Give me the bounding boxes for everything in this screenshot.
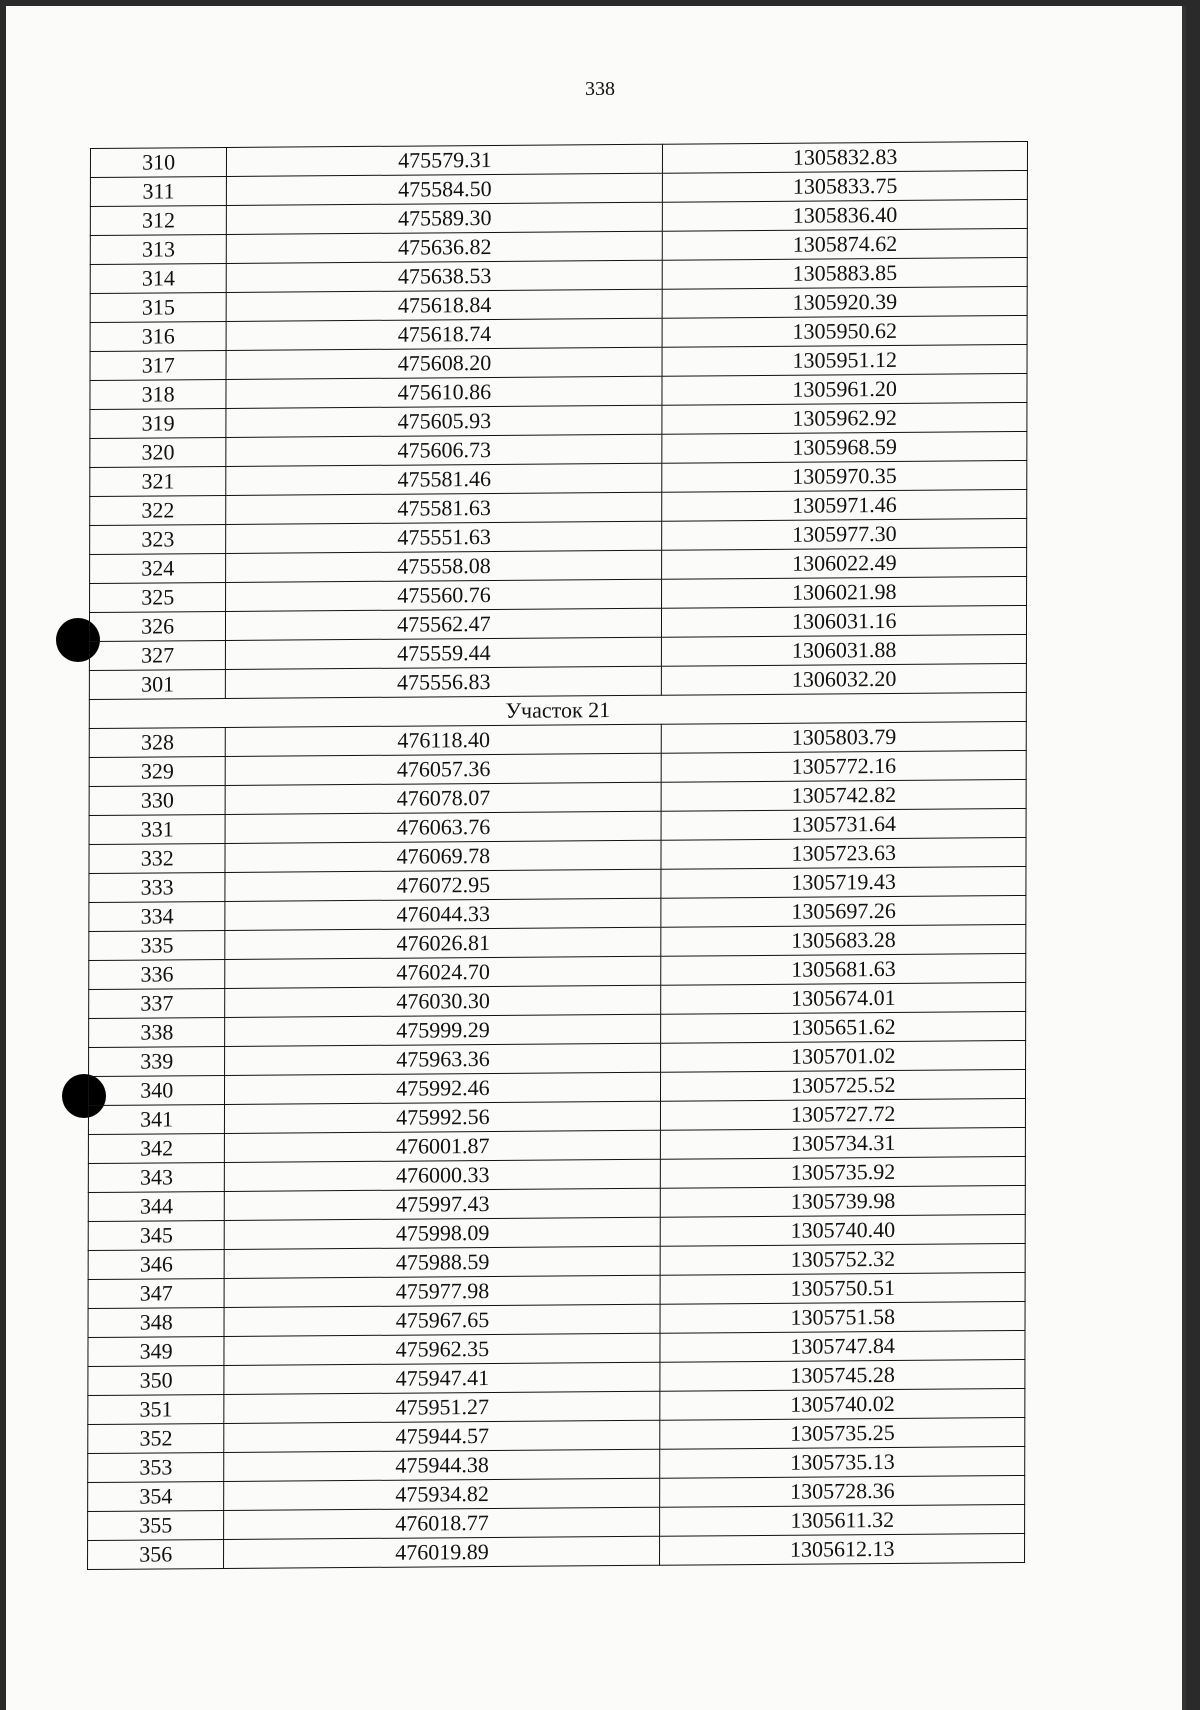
point-number: 315 (90, 292, 226, 322)
coordinate-x: 475977.98 (224, 1275, 660, 1307)
coordinate-x: 476001.87 (225, 1130, 661, 1162)
coordinate-y: 1305883.85 (663, 257, 1028, 289)
coordinate-y: 1305961.20 (662, 373, 1027, 405)
point-number: 356 (88, 1539, 224, 1569)
point-number: 348 (88, 1307, 224, 1337)
coordinate-x: 475618.74 (226, 318, 662, 350)
coordinate-y: 1306021.98 (662, 576, 1027, 608)
coordinate-x: 475944.57 (224, 1420, 660, 1452)
coordinate-x: 476000.33 (225, 1159, 661, 1191)
coordinate-x: 475556.83 (226, 666, 662, 698)
coordinate-x: 476030.30 (225, 985, 661, 1017)
section-2-rows (88, 721, 1027, 1569)
point-number: 323 (90, 524, 226, 554)
coordinate-y: 1305683.28 (661, 924, 1026, 956)
coordinate-y: 1305742.82 (662, 779, 1027, 811)
point-number: 336 (89, 959, 225, 989)
coordinate-y: 1305681.63 (661, 953, 1026, 985)
coordinate-y: 1305962.92 (662, 402, 1027, 434)
coordinate-y: 1306032.20 (662, 663, 1027, 695)
point-number: 317 (90, 350, 226, 380)
page-number: 338 (585, 78, 615, 100)
point-number: 353 (88, 1452, 224, 1482)
coordinate-y: 1305968.59 (662, 431, 1027, 463)
coordinate-y: 1305735.92 (661, 1156, 1026, 1188)
coordinate-y: 1305803.79 (662, 721, 1027, 753)
point-number: 331 (89, 814, 225, 844)
point-number: 314 (90, 263, 226, 293)
coordinate-y: 1306022.49 (662, 547, 1027, 579)
point-number: 320 (90, 437, 226, 467)
coordinate-x: 476044.33 (225, 898, 661, 930)
coordinate-x: 475636.82 (227, 231, 663, 263)
coordinate-y: 1305728.36 (660, 1475, 1025, 1507)
point-number: 310 (90, 147, 226, 177)
coordinate-x: 475998.09 (225, 1217, 661, 1249)
coordinate-x: 475951.27 (224, 1391, 660, 1423)
coordinate-y: 1305740.02 (660, 1388, 1025, 1420)
coordinate-x: 475562.47 (226, 608, 662, 640)
point-number: 350 (88, 1365, 224, 1395)
point-number: 352 (88, 1423, 224, 1453)
point-number: 354 (88, 1481, 224, 1511)
point-number: 347 (88, 1278, 224, 1308)
point-number: 332 (89, 843, 225, 873)
coordinate-y: 1305752.32 (661, 1243, 1026, 1275)
coordinate-x: 476118.40 (226, 724, 662, 756)
coordinate-x: 476019.89 (224, 1536, 660, 1568)
point-number: 340 (88, 1075, 224, 1105)
point-number: 355 (88, 1510, 224, 1540)
coordinate-y: 1305747.84 (660, 1330, 1025, 1362)
point-number: 313 (90, 234, 226, 264)
coordinate-x: 475560.76 (226, 579, 662, 611)
point-number: 337 (89, 988, 225, 1018)
coordinate-y: 1305735.13 (660, 1446, 1025, 1478)
point-number: 349 (88, 1336, 224, 1366)
point-number: 316 (90, 321, 226, 351)
point-number: 319 (90, 408, 226, 438)
coordinate-x: 475589.30 (227, 202, 663, 234)
coordinate-x: 475551.63 (226, 521, 662, 553)
coordinate-y: 1305971.46 (662, 489, 1027, 521)
coordinate-y: 1305701.02 (661, 1040, 1026, 1072)
coordinate-x: 475967.65 (224, 1304, 660, 1336)
coordinate-x: 475579.31 (227, 144, 663, 176)
point-number: 338 (89, 1017, 225, 1047)
coordinate-x: 475558.08 (226, 550, 662, 582)
coordinate-x: 476063.76 (225, 811, 661, 843)
coordinate-y: 1305719.43 (661, 866, 1026, 898)
coordinate-y: 1305723.63 (661, 837, 1026, 869)
point-number: 328 (89, 727, 225, 757)
coordinate-x: 475963.36 (225, 1043, 661, 1075)
coordinate-x: 475559.44 (226, 637, 662, 669)
coordinate-x: 475997.43 (225, 1188, 661, 1220)
point-number: 321 (90, 466, 226, 496)
coordinates-table (87, 141, 1028, 1570)
point-number: 334 (89, 901, 225, 931)
coordinate-y: 1305731.64 (661, 808, 1026, 840)
coordinate-x: 476069.78 (225, 840, 661, 872)
coordinate-y: 1305734.31 (661, 1127, 1026, 1159)
coordinate-y: 1305612.13 (660, 1533, 1025, 1565)
coordinate-x: 475992.56 (225, 1101, 661, 1133)
coordinate-x: 475934.82 (224, 1478, 660, 1510)
coordinate-y: 1305739.98 (661, 1185, 1026, 1217)
point-number: 343 (88, 1162, 224, 1192)
coordinate-y: 1305725.52 (661, 1069, 1026, 1101)
coordinate-x: 475944.38 (224, 1449, 660, 1481)
coordinate-x: 475618.84 (227, 289, 663, 321)
point-number: 344 (88, 1191, 224, 1221)
point-number: 346 (88, 1249, 224, 1279)
coordinate-x: 476057.36 (226, 753, 662, 785)
coordinate-x: 475610.86 (226, 376, 662, 408)
point-number: 325 (90, 582, 226, 612)
point-number: 330 (89, 785, 225, 815)
coordinate-y: 1305874.62 (663, 228, 1028, 260)
coordinate-x: 476024.70 (225, 956, 661, 988)
point-number: 329 (89, 756, 225, 786)
point-number: 333 (89, 872, 225, 902)
coordinate-x: 476026.81 (225, 927, 661, 959)
point-number: 324 (90, 553, 226, 583)
point-number: 327 (89, 640, 225, 670)
coordinate-x: 475947.41 (224, 1362, 660, 1394)
coordinate-y: 1305735.25 (660, 1417, 1025, 1449)
coordinate-y: 1305750.51 (661, 1272, 1026, 1304)
coordinate-y: 1305651.62 (661, 1011, 1026, 1043)
coordinate-x: 475988.59 (225, 1246, 661, 1278)
coordinate-y: 1305951.12 (662, 344, 1027, 376)
coordinate-x: 476078.07 (226, 782, 662, 814)
point-number: 322 (90, 495, 226, 525)
coordinate-y: 1305920.39 (663, 286, 1028, 318)
point-number: 335 (89, 930, 225, 960)
point-number: 301 (89, 669, 225, 699)
coordinate-y: 1305833.75 (663, 170, 1028, 202)
section-1-rows (89, 141, 1027, 699)
coordinate-x: 475606.73 (226, 434, 662, 466)
coordinate-x: 475999.29 (225, 1014, 661, 1046)
coordinate-y: 1305832.83 (663, 141, 1028, 173)
point-number: 326 (89, 611, 225, 641)
point-number: 341 (88, 1104, 224, 1134)
coordinate-y: 1306031.88 (662, 634, 1027, 666)
coordinate-y: 1305772.16 (662, 750, 1027, 782)
coordinate-y: 1305697.26 (661, 895, 1026, 927)
coordinate-y: 1305950.62 (663, 315, 1028, 347)
point-number: 311 (90, 176, 226, 206)
coordinate-x: 475605.93 (226, 405, 662, 437)
coordinate-x: 475962.35 (224, 1333, 660, 1365)
coordinate-x: 475992.46 (225, 1072, 661, 1104)
coordinate-y: 1305977.30 (662, 518, 1027, 550)
section-title: Участок 21 (89, 692, 1026, 728)
coordinate-y: 1305727.72 (661, 1098, 1026, 1130)
point-number: 318 (90, 379, 226, 409)
coordinate-y: 1305740.40 (661, 1214, 1026, 1246)
coordinate-y: 1305611.32 (660, 1504, 1025, 1536)
coordinate-x: 475584.50 (227, 173, 663, 205)
point-number: 312 (90, 205, 226, 235)
point-number: 339 (89, 1046, 225, 1076)
coordinate-x: 475608.20 (226, 347, 662, 379)
coordinate-y: 1305836.40 (663, 199, 1028, 231)
coordinate-y: 1305745.28 (660, 1359, 1025, 1391)
coordinate-y: 1305674.01 (661, 982, 1026, 1014)
coordinate-x: 475581.46 (226, 463, 662, 495)
point-number: 345 (88, 1220, 224, 1250)
point-number: 351 (88, 1394, 224, 1424)
point-number: 342 (88, 1133, 224, 1163)
coordinate-y: 1305970.35 (662, 460, 1027, 492)
coordinate-x: 475638.53 (227, 260, 663, 292)
coordinate-x: 475581.63 (226, 492, 662, 524)
coordinate-x: 476018.77 (224, 1507, 660, 1539)
coordinate-y: 1305751.58 (660, 1301, 1025, 1333)
coordinate-x: 476072.95 (225, 869, 661, 901)
coordinate-y: 1306031.16 (662, 605, 1027, 637)
